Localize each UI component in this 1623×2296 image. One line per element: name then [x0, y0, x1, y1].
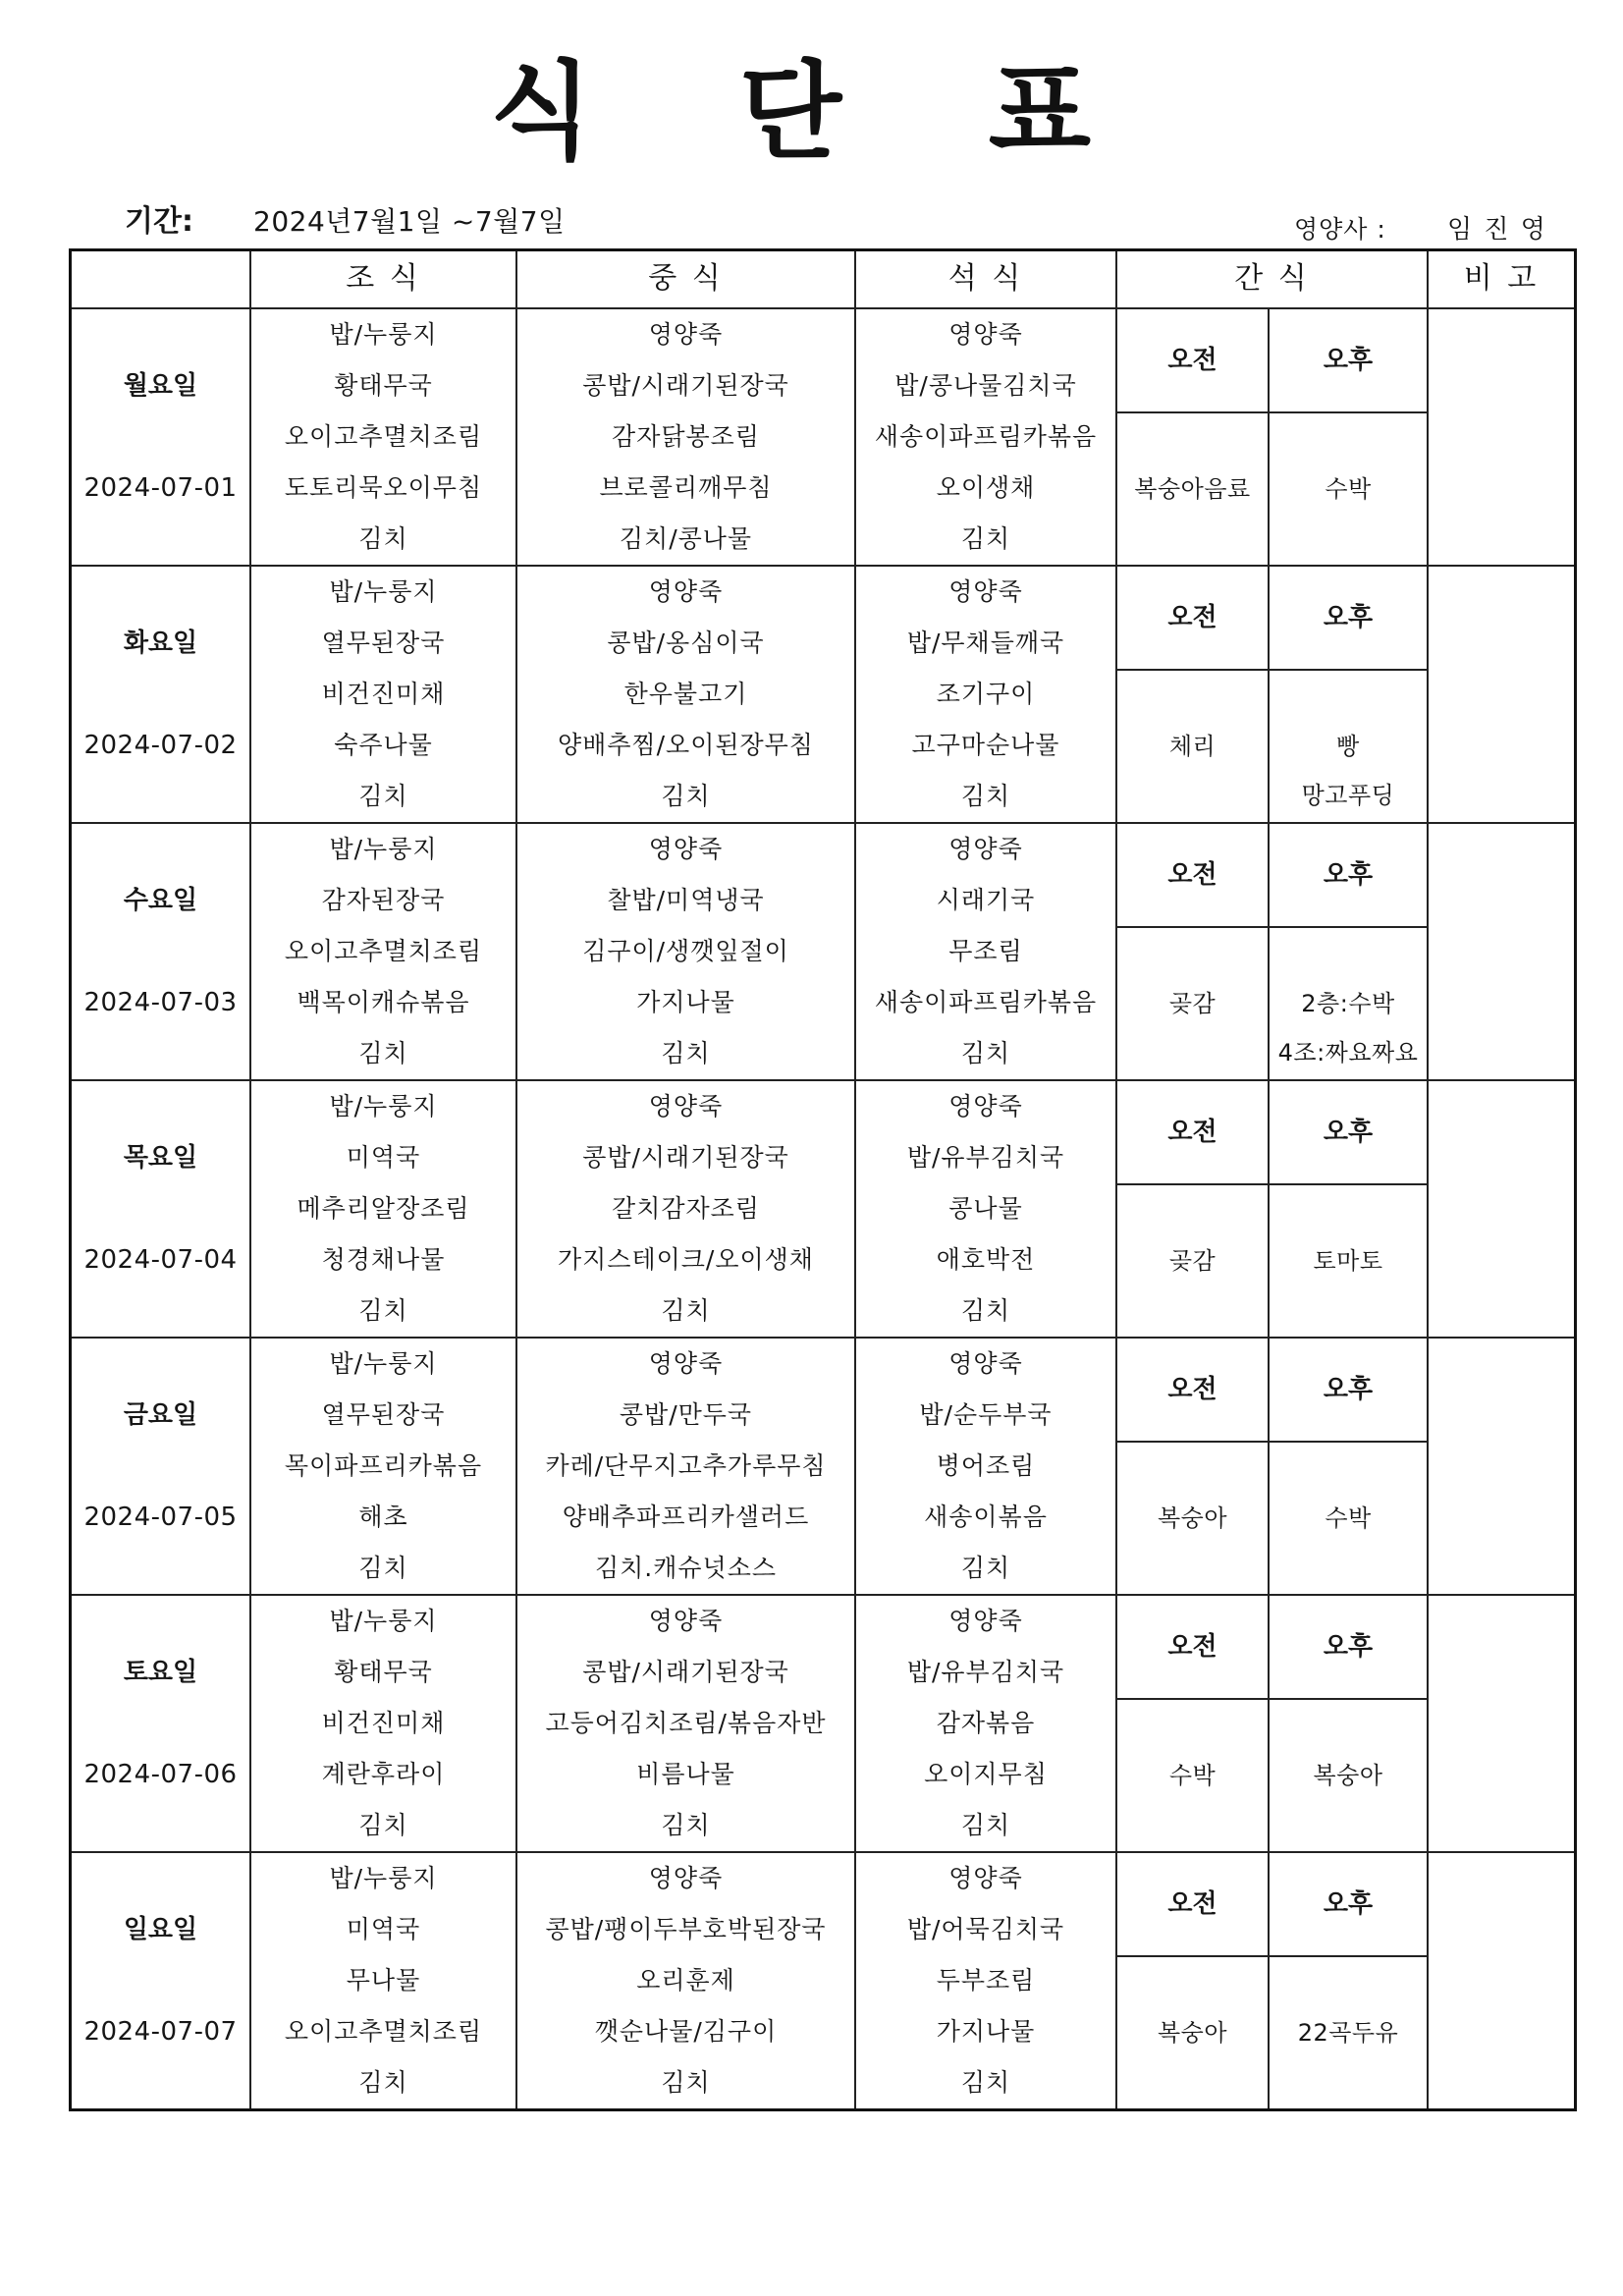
- snack-pm-item: 수박: [1325, 1504, 1372, 1532]
- dinner-menu-item: 김치: [960, 524, 1011, 553]
- lunch-menu-item: 콩밥/시래기된장국: [582, 1143, 789, 1172]
- snack-pm-label: 오후: [1323, 1375, 1374, 1404]
- day-row: [72, 822, 1574, 1079]
- lunch-menu-item: 양배추파프리카샐러드: [562, 1503, 810, 1531]
- lunch-menu-item: 김치/콩나물: [619, 524, 753, 553]
- breakfast-cell: [251, 1339, 517, 1594]
- snack-pm-item: 22곡두유: [1297, 2019, 1399, 2047]
- dinner-menu-item: 새송이볶음: [924, 1503, 1048, 1531]
- dinner-menu-item: 새송이파프림카볶음: [874, 988, 1098, 1016]
- dinner-menu-item: 무조림: [948, 937, 1023, 965]
- day-row: [72, 1079, 1574, 1337]
- breakfast-menu-item: 열무된장국: [321, 629, 446, 657]
- breakfast-menu-item: 청경채나물: [321, 1245, 446, 1274]
- breakfast-menu-item: 무나물: [346, 1966, 421, 1995]
- snack-pm-label: 오후: [1323, 346, 1374, 375]
- breakfast-menu-item: 황태무국: [334, 1658, 433, 1686]
- breakfast-menu-item: 김치: [358, 1811, 408, 1839]
- snack-pm-item: 토마토: [1313, 1247, 1383, 1275]
- breakfast-menu-item: 목이파프리카볶음: [284, 1451, 483, 1480]
- day-row: [72, 307, 1574, 565]
- day-date: 2024-07-04: [83, 1245, 238, 1275]
- snack-pm-values: [1270, 1185, 1427, 1337]
- header-dinner: 석 식: [856, 251, 1117, 307]
- lunch-cell: [517, 1596, 856, 1851]
- snack-pm-values: [1270, 1957, 1427, 2108]
- snack-label-row: [1117, 1339, 1427, 1443]
- snack-am-item: 수박: [1168, 1762, 1217, 1789]
- header-remarks: 비 고: [1463, 261, 1540, 296]
- breakfast-menu-item: 김치: [358, 1039, 408, 1067]
- breakfast-menu-item: 황태무국: [334, 371, 433, 400]
- lunch-menu-item: 김치: [661, 1811, 711, 1839]
- lunch-cell: [517, 1081, 856, 1337]
- lunch-menu-item: 감자닭봉조림: [612, 422, 760, 451]
- dinner-menu-item: 병어조림: [936, 1451, 1036, 1480]
- dinner-menu-item: 시래기국: [936, 886, 1036, 914]
- snack-am-item: 곶감: [1168, 1247, 1217, 1275]
- snack-pm-values: [1270, 671, 1427, 822]
- snack-value-row: [1117, 928, 1427, 1079]
- lunch-menu-item: 콩밥/만두국: [619, 1400, 753, 1429]
- remarks-cell: [1429, 824, 1574, 1079]
- day-name: 금요일: [123, 1400, 198, 1430]
- breakfast-menu-item: 도토리묵오이무침: [284, 473, 483, 502]
- lunch-menu-item: 영양죽: [648, 320, 724, 349]
- dinner-menu-item: 영양죽: [948, 835, 1023, 863]
- lunch-menu-item: 김치: [661, 1296, 711, 1325]
- snack-am-values: [1117, 1700, 1270, 1851]
- day-name: 목요일: [123, 1143, 198, 1173]
- snack-am-values: [1117, 1957, 1270, 2108]
- breakfast-cell: [251, 309, 517, 565]
- lunch-menu-item: 브로콜리깨무침: [599, 473, 773, 502]
- lunch-menu-item: 카레/단무지고추가루무침: [545, 1451, 827, 1480]
- snack-pm-label: 오후: [1323, 1889, 1374, 1919]
- lunch-menu-item: 영양죽: [648, 835, 724, 863]
- dinner-menu-item: 오이지무침: [924, 1760, 1048, 1788]
- snack-value-row: [1117, 1700, 1427, 1851]
- snack-am-item: 체리: [1168, 733, 1217, 760]
- snack-am-label: 오전: [1117, 1853, 1270, 1955]
- day-row: [72, 1851, 1574, 2108]
- dinner-menu-item: 고구마순나물: [911, 731, 1060, 759]
- snack-am-item: 복숭아: [1157, 2019, 1228, 2047]
- dinner-menu-item: 김치: [960, 1296, 1011, 1325]
- day-date: 2024-07-07: [83, 2017, 238, 2047]
- snack-am-values: [1117, 413, 1270, 565]
- breakfast-menu-item: 밥/누룽지: [329, 1607, 438, 1635]
- day-rows: [72, 307, 1574, 2108]
- lunch-cell: [517, 1853, 856, 2108]
- dinner-menu-item: 영양죽: [948, 1864, 1023, 1892]
- dinner-menu-item: 김치: [960, 2068, 1011, 2097]
- lunch-menu-item: 김구이/생깻잎절이: [582, 937, 789, 965]
- lunch-menu-item: 영양죽: [648, 1607, 724, 1635]
- breakfast-menu-item: 밥/누룽지: [329, 577, 438, 606]
- snack-am-values: [1117, 928, 1270, 1079]
- snack-am-values: [1117, 671, 1270, 822]
- breakfast-menu-item: 밥/누룽지: [329, 835, 438, 863]
- snack-am-label: 오전: [1117, 309, 1270, 411]
- lunch-menu-item: 갈치감자조림: [612, 1194, 760, 1223]
- day-date: 2024-07-06: [83, 1760, 238, 1789]
- lunch-menu-item: 김치.캐슈넛소스: [595, 1554, 777, 1582]
- breakfast-menu-item: 밥/누룽지: [329, 1349, 438, 1378]
- breakfast-menu-item: 김치: [358, 1554, 408, 1582]
- lunch-menu-item: 찰밥/미역냉국: [607, 886, 765, 914]
- dinner-menu-item: 두부조림: [936, 1966, 1036, 1995]
- dinner-menu-item: 새송이파프림카볶음: [874, 422, 1098, 451]
- dinner-menu-item: 가지나물: [936, 2017, 1036, 2046]
- breakfast-menu-item: 감자된장국: [321, 886, 446, 914]
- dinner-cell: [856, 1596, 1117, 1851]
- day-name: 월요일: [123, 371, 198, 401]
- breakfast-menu-item: 오이고추멸치조림: [284, 422, 483, 451]
- lunch-menu-item: 김치: [661, 1039, 711, 1067]
- lunch-cell: [517, 309, 856, 565]
- snack-pm-label: 오후: [1323, 603, 1374, 632]
- lunch-menu-item: 영양죽: [648, 1092, 724, 1121]
- remarks-cell: [1429, 1339, 1574, 1594]
- breakfast-menu-item: 비건진미채: [321, 1709, 446, 1737]
- breakfast-menu-item: 메추리알장조림: [297, 1194, 470, 1223]
- dinner-menu-item: 콩나물: [948, 1194, 1023, 1223]
- day-cell: [72, 824, 251, 1079]
- breakfast-menu-item: 밥/누룽지: [329, 1864, 438, 1892]
- snack-pm-item: 빵: [1336, 733, 1360, 760]
- breakfast-menu-item: 비건진미채: [321, 680, 446, 708]
- dinner-menu-item: 영양죽: [948, 320, 1023, 349]
- breakfast-menu-item: 미역국: [346, 1915, 421, 1943]
- dinner-menu-item: 김치: [960, 782, 1011, 810]
- lunch-cell: [517, 1339, 856, 1594]
- snack-am-label: 오전: [1117, 1339, 1270, 1441]
- snack-cell: [1117, 1853, 1429, 2108]
- lunch-menu-item: 한우불고기: [623, 680, 748, 708]
- nutritionist-label: 영양사 :: [1294, 215, 1386, 244]
- day-date: 2024-07-03: [83, 988, 238, 1017]
- breakfast-menu-item: 오이고추멸치조림: [284, 2017, 483, 2046]
- lunch-menu-item: 양배추찜/오이된장무침: [558, 731, 814, 759]
- dinner-menu-item: 김치: [960, 1554, 1011, 1582]
- dinner-menu-item: 밥/무채들깨국: [906, 629, 1065, 657]
- snack-cell: [1117, 1081, 1429, 1337]
- dinner-menu-item: 감자볶음: [936, 1709, 1036, 1737]
- dinner-cell: [856, 309, 1117, 565]
- snack-value-row: [1117, 1443, 1427, 1594]
- dinner-menu-item: 오이생채: [936, 473, 1036, 502]
- breakfast-menu-item: 오이고추멸치조림: [284, 937, 483, 965]
- snack-am-item: 복숭아음료: [1134, 475, 1251, 503]
- lunch-menu-item: 콩밥/팽이두부호박된장국: [545, 1915, 827, 1943]
- snack-pm-item: 복숭아: [1313, 1762, 1383, 1789]
- snack-pm-label: 오후: [1323, 1118, 1374, 1147]
- remarks-cell: [1429, 1081, 1574, 1337]
- lunch-menu-item: 콩밥/시래기된장국: [582, 1658, 789, 1686]
- lunch-cell: [517, 824, 856, 1079]
- breakfast-menu-item: 김치: [358, 1296, 408, 1325]
- snack-pm-label: 오후: [1323, 860, 1374, 890]
- breakfast-menu-item: 계란후라이: [321, 1760, 446, 1788]
- lunch-menu-item: 영양죽: [648, 1349, 724, 1378]
- breakfast-cell: [251, 1081, 517, 1337]
- breakfast-cell: [251, 1596, 517, 1851]
- day-cell: [72, 1081, 251, 1337]
- lunch-menu-item: 콩밥/시래기된장국: [582, 371, 789, 400]
- snack-value-row: [1117, 1957, 1427, 2108]
- breakfast-cell: [251, 567, 517, 822]
- snack-label-row: [1117, 309, 1427, 413]
- snack-pm-item: 2층:수박: [1301, 990, 1395, 1017]
- snack-pm-values: [1270, 1700, 1427, 1851]
- snack-cell: [1117, 824, 1429, 1079]
- period-label: 기간:: [125, 204, 193, 239]
- day-cell: [72, 1853, 251, 2108]
- snack-label-row: [1117, 567, 1427, 671]
- day-date: 2024-07-01: [83, 473, 238, 503]
- day-row: [72, 565, 1574, 822]
- breakfast-cell: [251, 1853, 517, 2108]
- dinner-menu-item: 영양죽: [948, 1092, 1023, 1121]
- lunch-menu-item: 가지나물: [636, 988, 735, 1016]
- header-lunch: 중 식: [517, 251, 856, 307]
- breakfast-menu-item: 미역국: [346, 1143, 421, 1172]
- table-header-row: [72, 251, 1574, 307]
- breakfast-menu-item: 김치: [358, 524, 408, 553]
- snack-value-row: [1117, 413, 1427, 565]
- dinner-menu-item: 조기구이: [936, 680, 1036, 708]
- breakfast-menu-item: 숙주나물: [334, 731, 433, 759]
- snack-pm-label: 오후: [1323, 1632, 1374, 1662]
- snack-pm-item: 수박: [1325, 475, 1372, 503]
- breakfast-cell: [251, 824, 517, 1079]
- snack-am-item: 복숭아: [1157, 1504, 1228, 1532]
- lunch-menu-item: 영양죽: [648, 1864, 724, 1892]
- lunch-menu-item: 영양죽: [648, 577, 724, 606]
- period-value: 2024년7월1일 ~7월7일: [253, 205, 566, 238]
- dinner-menu-item: 영양죽: [948, 1607, 1023, 1635]
- remarks-cell: [1429, 567, 1574, 822]
- day-cell: [72, 309, 251, 565]
- breakfast-menu-item: 해초: [358, 1503, 408, 1531]
- lunch-menu-item: 고등어김치조림/볶음자반: [545, 1709, 827, 1737]
- dinner-menu-item: 김치: [960, 1811, 1011, 1839]
- snack-cell: [1117, 567, 1429, 822]
- day-name: 일요일: [123, 1915, 198, 1944]
- breakfast-menu-item: 백목이캐슈볶음: [297, 988, 470, 1016]
- dinner-cell: [856, 1081, 1117, 1337]
- breakfast-menu-item: 김치: [358, 782, 408, 810]
- snack-am-values: [1117, 1443, 1270, 1594]
- dinner-menu-item: 김치: [960, 1039, 1011, 1067]
- snack-cell: [1117, 1339, 1429, 1594]
- snack-pm-values: [1270, 928, 1427, 1079]
- dinner-menu-item: 영양죽: [948, 577, 1023, 606]
- dinner-menu-item: 영양죽: [948, 1349, 1023, 1378]
- lunch-cell: [517, 567, 856, 822]
- snack-cell: [1117, 309, 1429, 565]
- lunch-menu-item: 깻순나물/김구이: [594, 2017, 778, 2046]
- dinner-menu-item: 밥/순두부국: [919, 1400, 1053, 1429]
- lunch-menu-item: 비름나물: [636, 1760, 735, 1788]
- nutritionist-name: 임 진 영: [1447, 215, 1547, 245]
- dinner-menu-item: 밥/콩나물김치국: [894, 371, 1077, 400]
- document-title: 식 단 표: [489, 51, 1147, 174]
- snack-label-row: [1117, 1853, 1427, 1957]
- dinner-cell: [856, 1339, 1117, 1594]
- snack-label-row: [1117, 1081, 1427, 1185]
- breakfast-menu-item: 밥/누룽지: [329, 1092, 438, 1121]
- lunch-menu-item: 오리훈제: [636, 1966, 735, 1995]
- dinner-cell: [856, 567, 1117, 822]
- snack-pm-item: 4조:짜요짜요: [1277, 1039, 1419, 1066]
- dinner-menu-item: 밥/유부김치국: [906, 1658, 1065, 1686]
- meal-plan-table: [69, 248, 1577, 2111]
- dinner-cell: [856, 824, 1117, 1079]
- snack-pm-values: [1270, 413, 1427, 565]
- snack-am-label: 오전: [1117, 824, 1270, 926]
- day-row: [72, 1337, 1574, 1594]
- lunch-menu-item: 김치: [661, 2068, 711, 2097]
- snack-label-row: [1117, 824, 1427, 928]
- breakfast-menu-item: 열무된장국: [321, 1400, 446, 1429]
- snack-label-row: [1117, 1596, 1427, 1700]
- dinner-cell: [856, 1853, 1117, 2108]
- day-name: 수요일: [123, 886, 198, 915]
- snack-value-row: [1117, 1185, 1427, 1337]
- day-date: 2024-07-02: [83, 731, 238, 760]
- breakfast-menu-item: 김치: [358, 2068, 408, 2097]
- day-row: [72, 1594, 1574, 1851]
- dinner-menu-item: 밥/유부김치국: [906, 1143, 1065, 1172]
- remarks-cell: [1429, 1853, 1574, 2108]
- header-breakfast: 조 식: [251, 251, 517, 307]
- day-date: 2024-07-05: [83, 1503, 238, 1532]
- breakfast-menu-item: 밥/누룽지: [329, 320, 438, 349]
- remarks-cell: [1429, 309, 1574, 565]
- day-name: 토요일: [123, 1658, 198, 1687]
- day-cell: [72, 567, 251, 822]
- snack-am-label: 오전: [1117, 1596, 1270, 1698]
- snack-cell: [1117, 1596, 1429, 1851]
- snack-am-label: 오전: [1117, 567, 1270, 669]
- lunch-menu-item: 김치: [661, 782, 711, 810]
- lunch-menu-item: 가지스테이크/오이생채: [558, 1245, 814, 1274]
- snack-am-label: 오전: [1117, 1081, 1270, 1183]
- snack-pm-item: 망고푸딩: [1301, 782, 1395, 809]
- snack-am-item: 곶감: [1168, 990, 1217, 1017]
- header-day-cell: [72, 251, 251, 307]
- dinner-menu-item: 애호박전: [936, 1245, 1036, 1274]
- header-snack: 간 식: [1117, 251, 1429, 307]
- dinner-menu-item: 밥/어묵김치국: [906, 1915, 1065, 1943]
- day-cell: [72, 1596, 251, 1851]
- snack-pm-values: [1270, 1443, 1427, 1594]
- day-cell: [72, 1339, 251, 1594]
- remarks-cell: [1429, 1596, 1574, 1851]
- snack-value-row: [1117, 671, 1427, 822]
- day-name: 화요일: [123, 629, 198, 658]
- lunch-menu-item: 콩밥/옹심이국: [607, 629, 765, 657]
- snack-am-values: [1117, 1185, 1270, 1337]
